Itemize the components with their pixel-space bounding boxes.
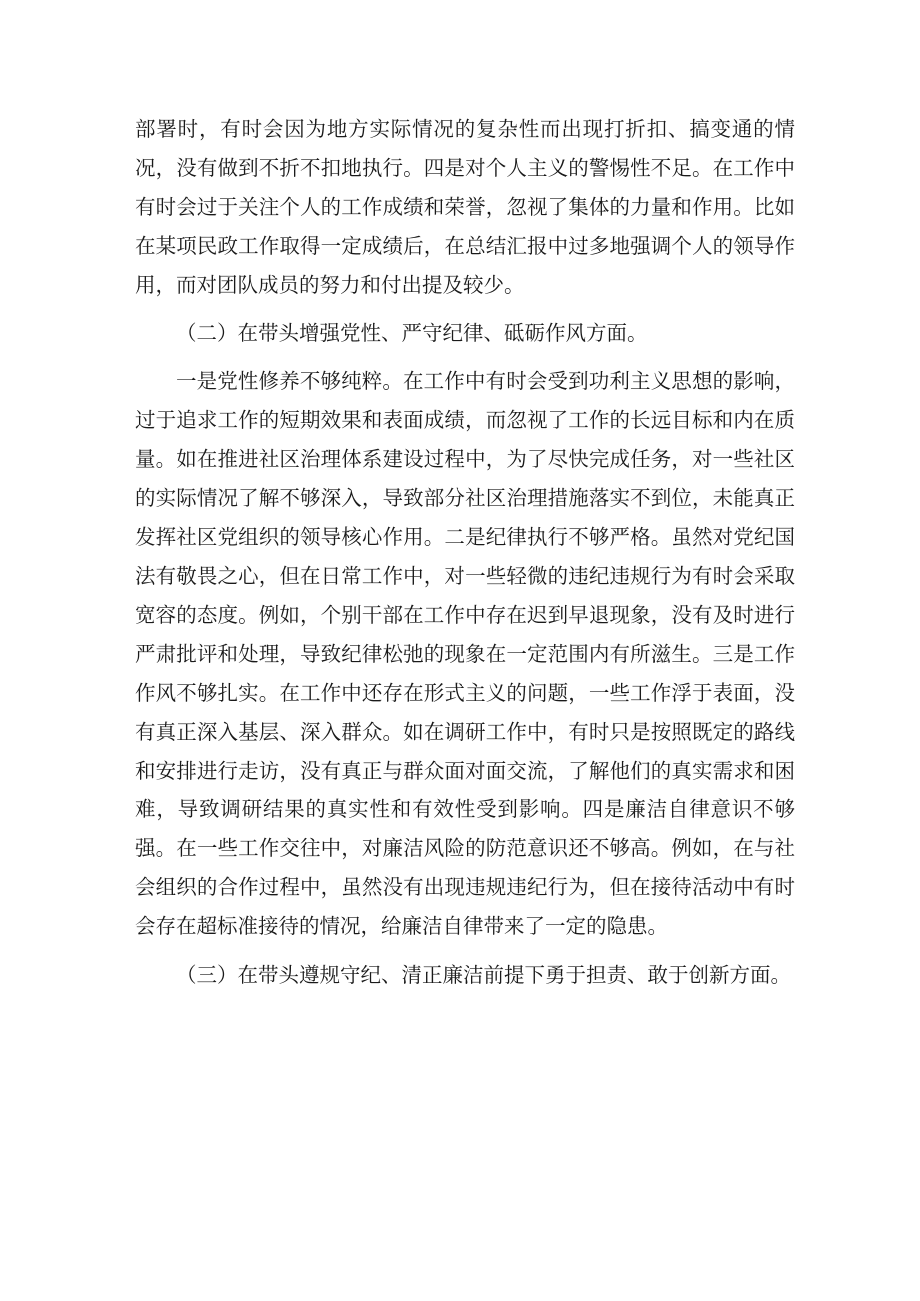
paragraph-body: 一是党性修养不够纯粹。在工作中有时会受到功利主义思想的影响，过于追求工作的短期效果和表面成绩，而忽视了工作的长远目标和内在质量。如在推进社区治理体系建设过程中，为了尽快完成任务，对一些社区的实际情况了解不够深入，导致部分社区治理措施落实不到位，未能真正发挥社区党组织的领导核心作用。二是纪律执行不够严格。虽然对党纪国法有敬畏之心，但在日常工作中，对一些轻微的违纪违规行为有时会采取宽容的态度。例如，个别干部在工作中存在迟到早退现象，没有及时进行严肃批评和处理，导致纪律松弛的现象在一定范围内有所滋生。三是工作作风不够扎实。在工作中还存在形式主义的问题，一些工作浮于表面，没有真正深入基层、深入群众。如在调研工作中，有时只是按照既定的路线和安排进行走访，没有真正与群众面对面交流，了解他们的真实需求和困难，导致调研结果的真实性和有效性受到影响。四是廉洁自律意识不够强。在一些工作交往中，对廉洁风险的防范意识还不够高。例如，在与社会组织的合作过程中，虽然没有出现违规违纪行为，但在接待活动中有时会存在超标准接待的情况，给廉洁自律带来了一定的隐患。 (135, 369, 795, 939)
document-body (135, 110, 795, 1004)
paragraph-continuation: 部署时，有时会因为地方实际情况的复杂性而出现打折扣、搞变通的情况，没有做到不折不扣地执行。四是对个人主义的警惕性不足。在工作中有时会过于关注个人的工作成绩和荣誉，忽视了集体的力量和作用。比如在某项民政工作取得一定成绩后，在总结汇报中过多地强调个人的领导作用，而对团队成员的努力和付出提及较少。 (135, 117, 795, 297)
section-heading-3: （三）在带头遵规守纪、清正廉洁前提下勇于担责、敢于创新方面。 (176, 962, 791, 987)
section-heading-2: （二）在带头增强党性、严守纪律、砥砺作风方面。 (176, 321, 648, 346)
